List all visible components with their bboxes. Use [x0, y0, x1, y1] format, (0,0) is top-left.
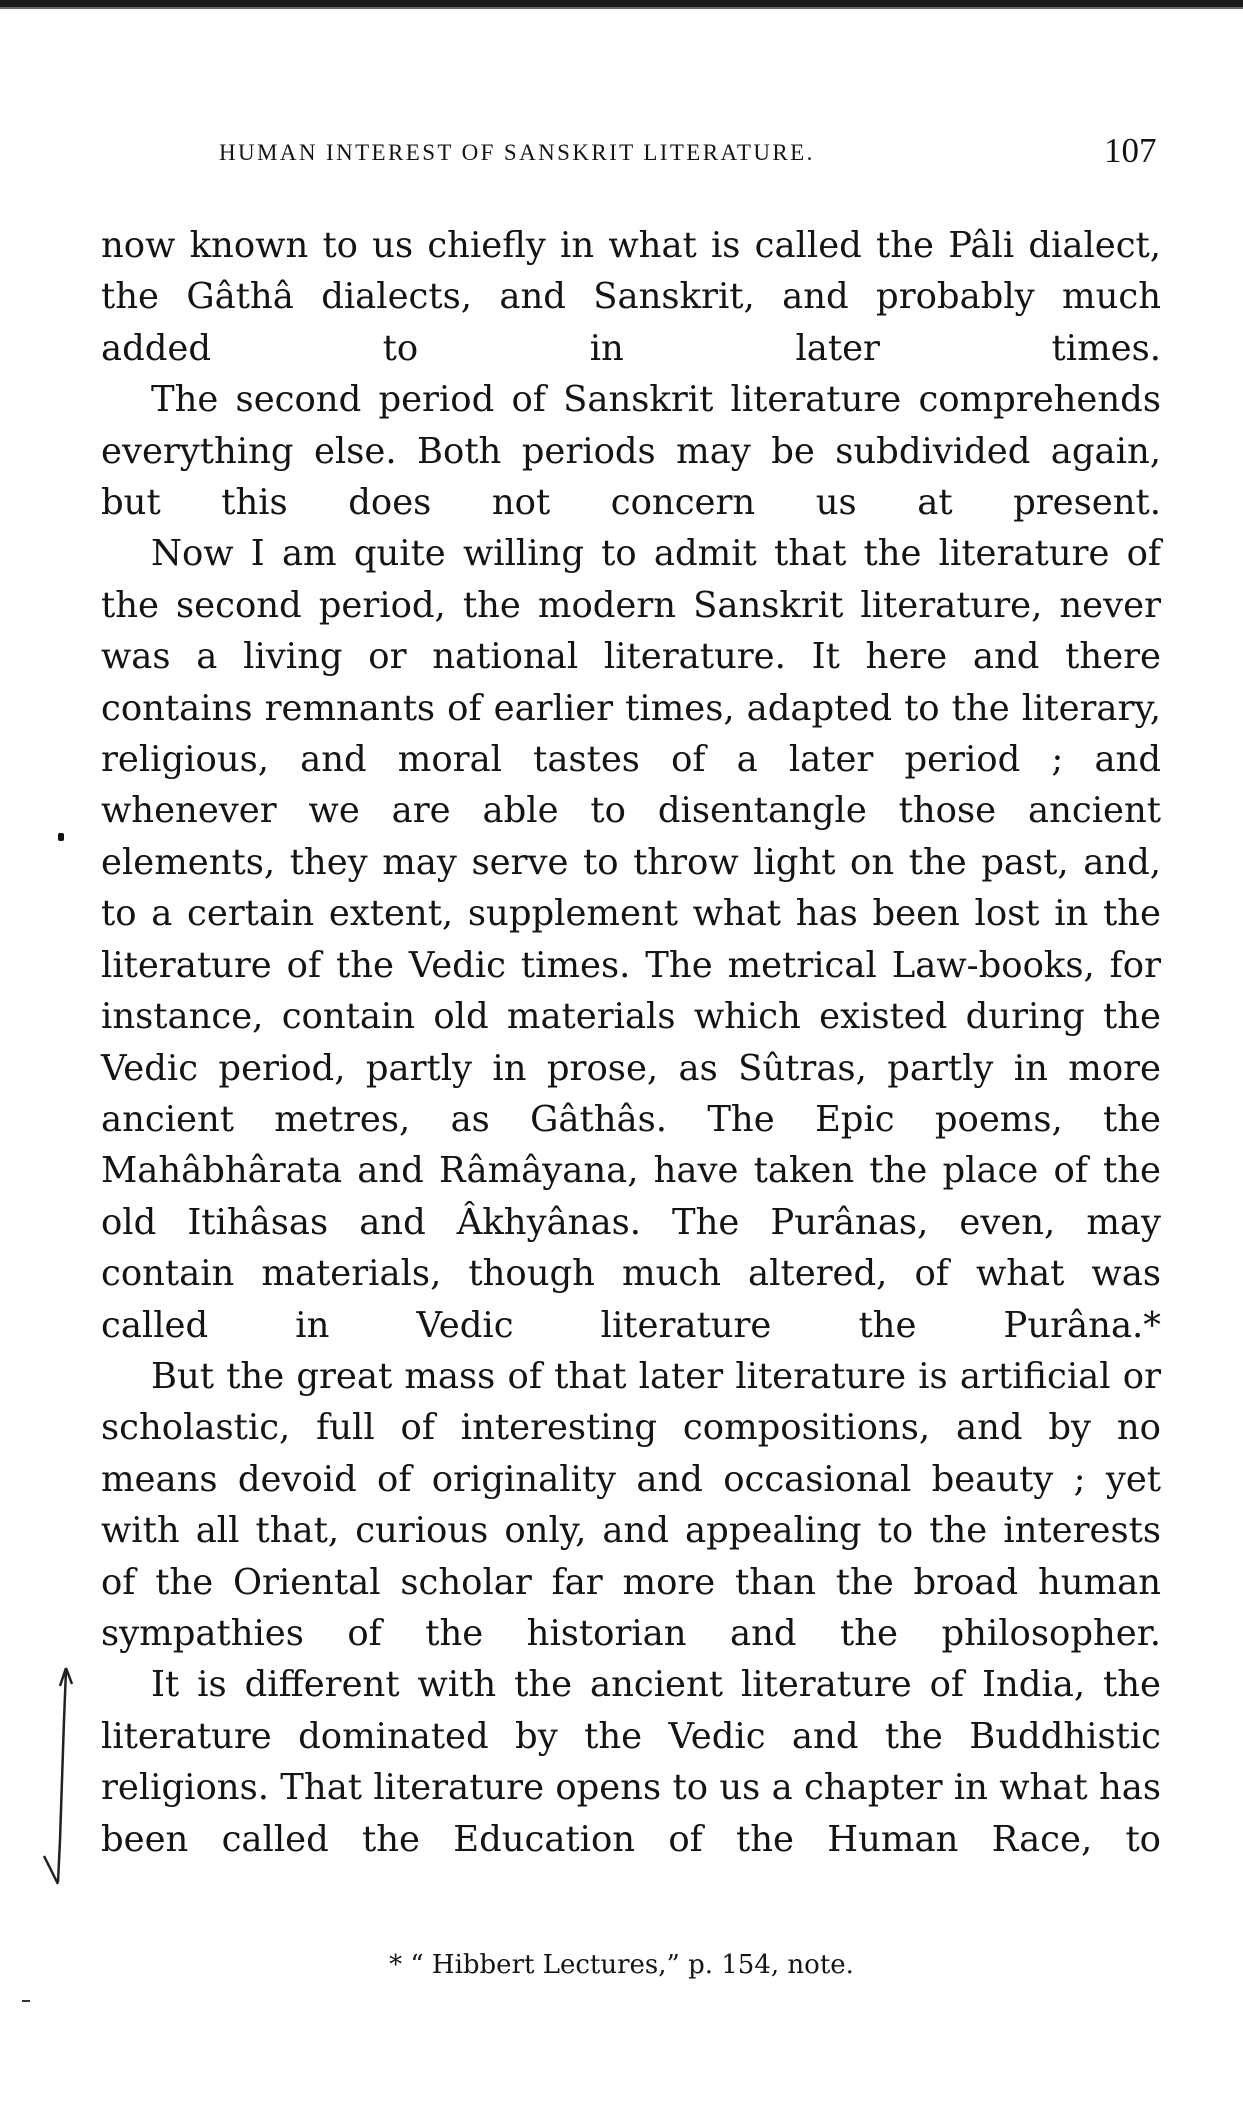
top-edge-rule	[0, 0, 1243, 7]
paragraph-1: now known to us chiefly in what is called the Pâli dialect, the Gâthâ dialects, and Sanskrit, and probably much added to in later times.	[101, 225, 1161, 369]
margin-tick	[22, 2000, 30, 2002]
margin-dot	[58, 833, 64, 841]
paragraph-5: It is different with the ancient literature of India, the literature dominated by the Vedic and the Buddhistic religions. That literature opens to us a chapter in what has been called the Education of the Human Race, to	[101, 1664, 1161, 1860]
margin-arrow-mark	[36, 1660, 82, 1890]
paragraph-2: The second period of Sanskrit literature comprehends everything else. Both periods may be subdivided again, but this does not concern us at present.	[101, 379, 1161, 524]
footnote: * “ Hibbert Lectures,” p. 154, note.	[389, 1950, 854, 1980]
body-text	[101, 220, 1161, 1865]
paragraph-4: But the great mass of that later literature is artificial or scholastic, full of interesting compositions, and by no means devoid of originality and occasional beauty ; yet with all that, curious only, and appealing to the interests of the Oriental scholar far more than the broad human sympathies of the historian and the philosopher.	[101, 1355, 1161, 1654]
top-edge-shadow	[0, 7, 1243, 9]
running-head: HUMAN INTEREST OF SANSKRIT LITERATURE.	[219, 140, 815, 165]
page-number: 107	[1104, 131, 1157, 170]
paragraph-3: Now I am quite willing to admit that the literature of the second period, the modern Sanskrit literature, never was a living or national literature. It here and there contains remnants of earlier times, adapted to the literary, religious, and moral tastes of a later period ; and whenever we are able to disentangle those ancient elements, they may serve to throw light on the past, and, to a certain extent, supplement what has been lost in the literature of the Vedic times. The metrical Law-books, for instance, contain old materials which existed during the Vedic period, partly in prose, as Sûtras, partly in more ancient metres, as Gâthâs. The Epic poems, the Mahâbhârata and Râmâyana, have taken the place of the old Itihâsas and Âkhyânas. The Purânas, even, may contain materials, though much altered, of what was called in Vedic literature the Purâna.*	[101, 533, 1161, 1346]
